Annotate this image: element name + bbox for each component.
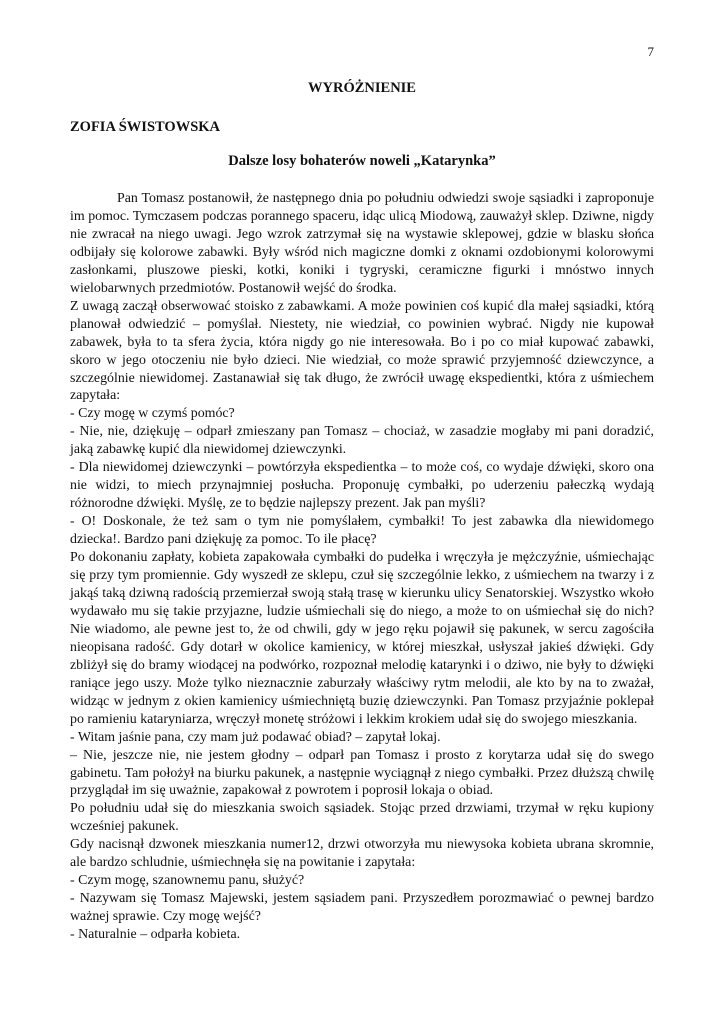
story-title: Dalsze losy bohaterów noweli „Katarynka” [228,153,496,169]
dialogue-line: - Nazywam się Tomasz Majewski, jestem sąsiadem pani. Przyszedłem porozmawiać o pewnej bardzo ważnej sprawie. Czy mogę wejść? [70,891,654,925]
paragraph: Po południu udał się do mieszkania swoich sąsiadek. Stojąc przed drzwiami, trzymał w ręku kupiony wcześniej pakunek. [70,801,654,835]
body-text [70,190,654,944]
dialogue-line: - O! Doskonale, że też sam o tym nie pomyślałem, cymbałki! To jest zabawka dla niewidomego dziecka!. Bardzo pani dziękuję za pomoc. To ile płacę? [70,514,654,548]
dialogue-line: - Czy mogę w czymś pomóc? [70,406,235,422]
author-name: ZOFIA ŚWISTOWSKA [70,119,221,135]
dialogue-line: - Czym mogę, szanownemu panu, służyć? [70,873,305,889]
page-number: 7 [647,44,654,59]
section-heading: WYRÓŻNIENIE [308,80,416,96]
paragraph: Gdy nacisnął dzwonek mieszkania numer12, drzwi otworzyła mu niewysoka kobieta ubrana skromnie, ale bardzo schludnie, uśmiechnęła się na powitanie i zapytała: [70,837,654,871]
dialogue-line: - Dla niewidomej dziewczynki – powtórzyła ekspedientka – to może coś, co wydaje dźwięki, skoro ona nie widzi, to miech przynajmniej posłucha. Proponuję cymbałki, po uderzeniu pałeczką wydają różnorodne dźwięki. Myślę, ze to będzie najlepszy prezent. Jak pan myśli? [70,460,654,512]
dialogue-line: - Naturalnie – odparła kobieta. [70,927,241,943]
paragraph: Z uwagą zaczął obserwować stoisko z zabawkami. A może powinien coś kupić dla małej sąsiadki, którą planował odwiedzić – pomyślał. Niestety, nie wiedział, co powinien wybrać. Nigdy nie kupował zabawek, była to ta sfera życia, która nigdy go nie interesowała. Bo i po co miał kupować zabawki, skoro w jego otoczeniu nie było dzieci. Nie wiedział, co może sprawić przyjemność dziewczynce, a szczególnie niewidomej. Zastanawiał się tak długo, że zwrócił uwagę ekspedientki, która z uśmiechem zapytała: [70,298,654,404]
paragraph: Pan Tomasz postanowił, że następnego dnia po południu odwiedzi swoje sąsiadki i zaproponuje im pomoc. Tymczasem podczas porannego spaceru, idąc ulicą Miodową, zauważył sklep. Dziwne, nigdy nie zwracał na niego uwagi. Jego wzrok zatrzymał się na wystawie sklepowej, gdzie w blasku słońca odbijały się kolorowe zabawki. Były wśród nich magiczne domki z oknami ozdobionymi kolorowymi zasłonkami, pluszowe pieski, kotki, koniki i tygryski, ceramiczne figurki i mnóstwo innych wielobarwnych przedmiotów. Postanowił wejść do środka. [70,191,654,296]
dialogue-line: – Nie, jeszcze nie, nie jestem głodny – odparł pan Tomasz i prosto z korytarza udał się do swego gabinetu. Tam położył na biurku pakunek, a następnie wyciągnął z niego cymbałki. Przez dłuższą chwilę przyglądał im się uważnie, zapakował z powrotem i poprosił lokaja o obiad. [70,747,654,799]
dialogue-line: - Nie, nie, dziękuję – odparł zmieszany pan Tomasz – chociaż, w zasadzie mogłaby mi pani doradzić, jaką zabawkę kupić dla niewidomej dziewczynki. [70,424,654,458]
paragraph: Po dokonaniu zapłaty, kobieta zapakowała cymbałki do pudełka i wręczyła je mężczyźnie, uśmiechając się przy tym promiennie. Gdy wyszedł ze sklepu, czuł się szczególnie lekko, z uśmiechem na twarzy i z jakąś taką dziwną radością przemierzał swoją stałą trasę w kierunku ulicy Senatorskiej. Wszystko wkoło wydawało mu się takie przyjazne, ludzie uśmiechali się do niego, a może to on uśmiechał się do nich? Nie wiadomo, ale pewne jest to, że od chwili, gdy w jego ręku pojawił się pakunek, w sercu zagościła nieopisana radość. Gdy dotarł w okolice kamienicy, w której mieszkał, usłyszał jakieś dźwięki. Gdy zbliżył się do bramy wiodącej na podwórko, rozpoznał melodię katarynki i o dziwo, nie były to dźwięki raniące jego uszy. Może tylko nieznacznie zaburzały właściwy rytm melodii, ale kto by na to zważał, widząc w jednym z okien kamienicy uśmiechniętą buzię dziewczynki. Pan Tomasz przyjaźnie poklepał po ramieniu kataryniarza, wręczył monetę stróżowi i lekkim krokiem udał się do swojego mieszkania. [70,550,654,727]
dialogue-line: - Witam jaśnie pana, czy mam już podawać obiad? – zapytał lokaj. [70,729,441,745]
